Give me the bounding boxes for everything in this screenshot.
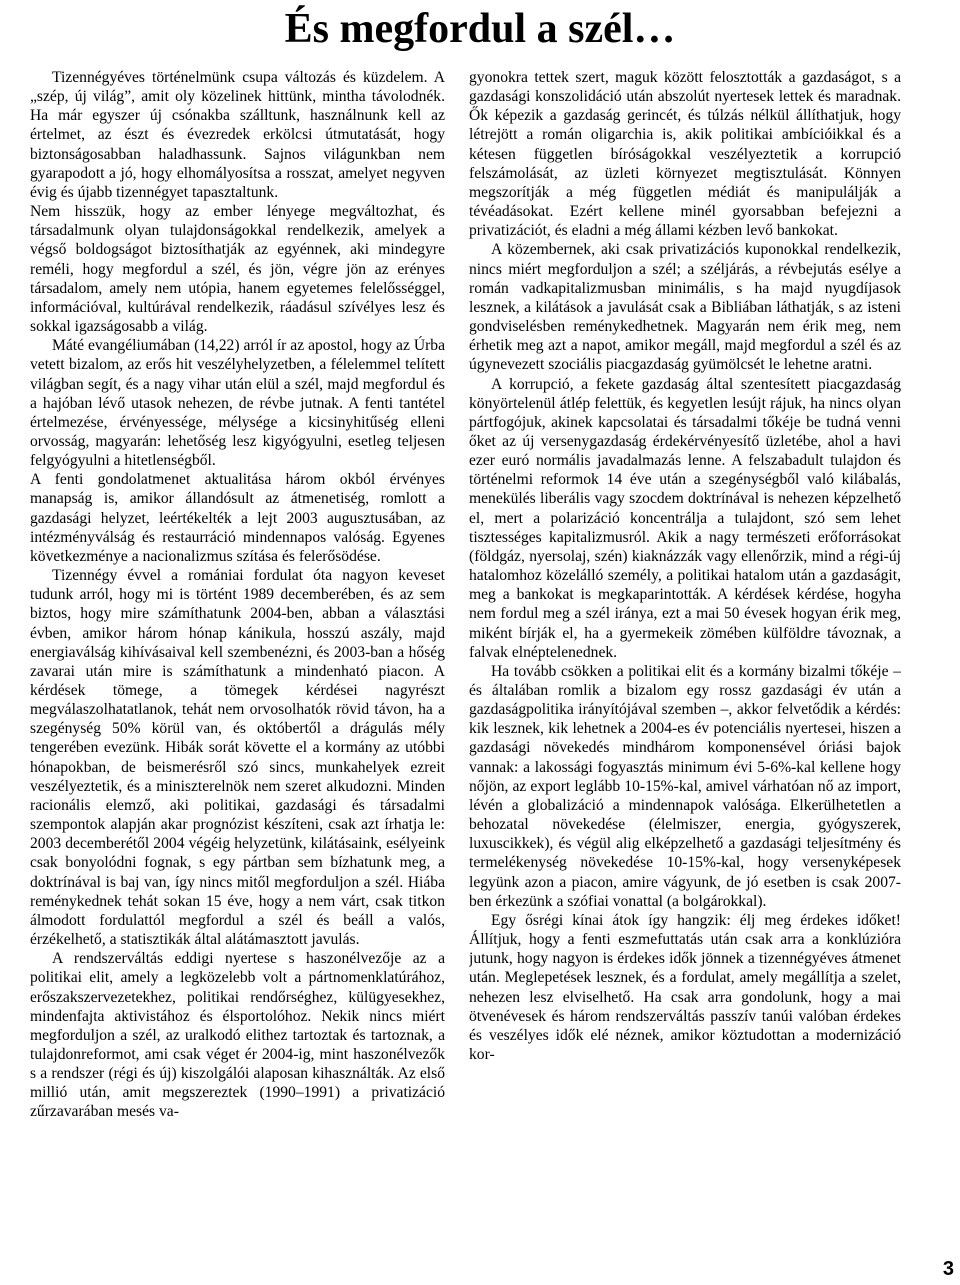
paragraph: gyonokra tettek szert, maguk között felosztották a gazdaságot, s a gazdasági konszolidáció után abszolút nyertesek lettek és maradnak. Ők képezik a gazdaság gerincét, és túlzás nélkül állíthatjuk, hogy létrejött a román oligarchia is, akik politikai ambícióikkal és a kétesen független bíróságokkal veszélyeztetik a korrupció felszámolását, az üzleti környezet megtisztulását. Könnyen megszorítják a még független médiát és manipulálják a tévéadásokat. Ezért kellene minél gyorsabban befejezni a privatizációt, és eladni a még állami kézben levő bankokat. — [469, 69, 901, 240]
right-column — [469, 68, 901, 1280]
left-column — [30, 68, 445, 1280]
paragraph: A közembernek, aki csak privatizációs kuponokkal rendelkezik, nincs miért megforduljon a szél; a széljárás, a révbejutás esélye a román vadkapitalizmusban minimális, s ha majd nyugdíjasok lesznek, a kilátások a javulását csak a Bibliában láthatják, s az isteni gondviselésben reménykedhetnek. Magyarán nem érik meg, nem érhetik meg azt a napot, amikor megáll, majd megfordul a szél és az úgynevezett szociális piacgazdaság gyümölcsét le lehetne aratni. — [469, 241, 901, 374]
paragraph: Máté evangéliumában (14,22) arról ír az apostol, hogy az Úrba vetett bizalom, az erős hit veszélyhelyzetben, a félelemmel telített világban segít, és a nagy vihar után elül a szél, majd megfordul és a hajóban lévő utasok nehezen, de révbe jutnak. A fenti tantétel értelmezése, érvényessége, mélysége a kicsinyhitűség elleni orvosság, magyarán: lehetőség lesz kigyógyulni, esetleg teljesen felgyógyulni a hitetlenségből. — [30, 337, 445, 470]
paragraph: A rendszerváltás eddigi nyertese s haszonélvezője az a politikai elit, amely a legközelebb volt a pártnomenklatúrához, erőszakszervezetekhez, politikai rendőrséghez, külügyesekhez, mindenfajta aktivistához és élsportolóhoz. Nekik nincs miért megforduljon a szél, az uralkodó elithez tartoztak és tartoznak, a tulajdonreformot, ami csak véget ér 2004-ig, mint haszonélvezők s a rendszer (régi és új) kiszolgálói alaposan kihasználták. Az első millió után, amit megszereztek (1990–1991) a privatizáció zűrzavarában mesés va- — [30, 950, 445, 1121]
paragraph: Tizennégy évvel a romániai fordulat óta nagyon keveset tudunk arról, hogy mi is történt 1989 decemberében, és az sem biztos, hogy mire számíthatunk 2004-ben, abban a választási évben, amikor három hónap kánikula, hosszú aszály, majd energiaválság kihívásaival kell szembenézni, és 2003-ban a hőség zavarai után mire is számíthatunk a mindenható piacon. A kérdések tömege, a tömegek kérdései nagyrészt megválaszolhatatlanok, tehát nem orvosolhatók rövid távon, ha a szegénység 50% körül van, és októbertől a drágulás mély tengerében evezünk. Hibák sorát követte el a kormány az utóbbi hónapokban, de beismerésről szó sincs, munkahelyek ezreit veszélyeztetik, és a miniszterelnök nem szeret alkudozni. Minden racionális elemző, aki politikai, gazdasági és társadalmi szempontok alapján akar prognózist készíteni, csak azt írhatja le: 2003 decemberétől 2004 végéig helyzetünk, kilátásaink, esélyeink csak bonyolódni fognak, s egy pártban sem bízhatunk meg, a doktrínával is baj van, így nincs mitől megforduljon a szél. Hiába reménykednek tehát sokan 15 éve, hogy a nem várt, csak titkon álmodott fordulattól megfordul a szél és beáll a valós, érzékelhető, a statisztikák által alátámasztott javulás. — [30, 567, 445, 949]
paragraph: Ha tovább csökken a politikai elit és a kormány bizalmi tőkéje – és általában romlik a bizalom egy rossz gazdasági év után a gazdaságpolitika irányítójával szemben –, akkor felvetődik a kérdés: kik lesznek, kik lehetnek a 2004-es év potenciális nyertesei, hiszen a gazdasági növekedés mindhárom komponensével óriási bajok vannak: a lakossági fogyasztás minimum évi 5-6%-kal kellene hogy nőjön, az export leglább 10-15%-kal, amivel várhatóan nő az import, lévén a globalizáció a mindennapok valósága. Elkerülhetetlen a behozatal növekedése (élelmiszer, energia, gyógyszerek, luxuscikkek), és végül alig elképzelhető a gazdasági teljesítmény és termelékenység növekedése 10-15%-kal, hogy versenyképesek legyünk azon a piacon, amire vágyunk, de jó esetben is csak 2007-ben érkezünk a szófiai vonattal (a bolgárokkal). — [469, 662, 901, 910]
paragraph: A korrupció, a fekete gazdaság által szentesített piacgazdaság könyörtelenül átlép felettük, és kegyetlen lesújt rájuk, ha nincs olyan pártfogójuk, akinek kapcsolatai és társadalmi tőkéje be tudná venni őket az új versenygazdaság érdekérvényesítő üzletébe, ahol a havi ezer euró normális javadalmazás lenne. A felszabadult tulajdon és történelmi reformok 14 éve után a szegénységből való kilábalás, menekülés liberális vagy szocdem doktrínával is nehezen képzelhető el, mert a polarizáció koncentrálja a tulajdont, szó sem lehet tisztességes kapitalizmusról. Akik a nagy természeti erőforrásokat (földgáz, nyersolaj, szén) kiaknázzák vagy ellenőrzik, mind a régi-új hatalomhoz közelálló személy, a politikai hatalom után a gazdaságit, meg a bankokat is megkaparintották. A kérdések kérdése, hogyha nem fordul meg a szél iránya, ezt a mai 50 évesek hogyan érik meg, miként bírják el, ha a gyermekeik zömében külföldre távoznak, a falvak elnéptelenednek. — [469, 375, 901, 661]
paragraph: Nem hisszük, hogy az ember lényege megváltozhat, és társadalmunk olyan tulajdonságokkal rendelkezik, amelyek a végső boldogságot biztosíthatják az egyénnek, aki mindegyre reméli, hogy megfordul a szél, és jön, végre jön az erényes társadalom, amely nem utópia, hanem egyetemes felelősséggel, információval, kultúrával rendelkezik, ráadásul szívélyes lesz és sokkal igazságosabb a világ. — [30, 203, 445, 336]
paragraph: Tizennégyéves történelmünk csupa változás és küzdelem. A „szép, új világ”, amit oly közelinek hittünk, mintha távolodnék. Ha már egyszer új csónakba szálltunk, használnunk kell az értelmet, az észt és évezredek erkölcsi útmutatását, hogy biztonságosabban haladhassunk. Sajnos világunkban nem gyarapodott a jó, hogy elhomályosítsa a rosszat, amelyet negyven évig és újabb tizennégyet tapasztaltunk. — [30, 69, 445, 201]
paragraph: Egy ősrégi kínai átok így hangzik: élj meg érdekes időket! Állítjuk, hogy a fenti eszmefuttatás után csak arra a konklúzióra jutunk, hogy nagyon is érdekes idők jönnek a tizennégyéves átmenet után. Meglepetések lesznek, és a fordulat, amely megállítja a szelet, nehezen lesz elviselhető. Ha csak arra gondolunk, hogy a mai ötvenévesek és három rendszerváltás passzív tanúi valóban érdekes és veszélyes idők elé néznek, amikor köztudottan a modernizáció kor- — [469, 911, 901, 1063]
article-title: És megfordul a szél… — [284, 6, 676, 52]
paragraph: A fenti gondolatmenet aktualitása három okból érvényes manapság is, amikor állandósult az átmenetiség, romlott a gazdasági helyzet, leértékelték a lejt 2003 augusztusában, az intézményválság és restaurráció mindennapos valóság. Egyenes következménye a nacionalizmus szítása és felerősödése. — [30, 471, 445, 565]
page-number: 3 — [942, 1258, 954, 1280]
